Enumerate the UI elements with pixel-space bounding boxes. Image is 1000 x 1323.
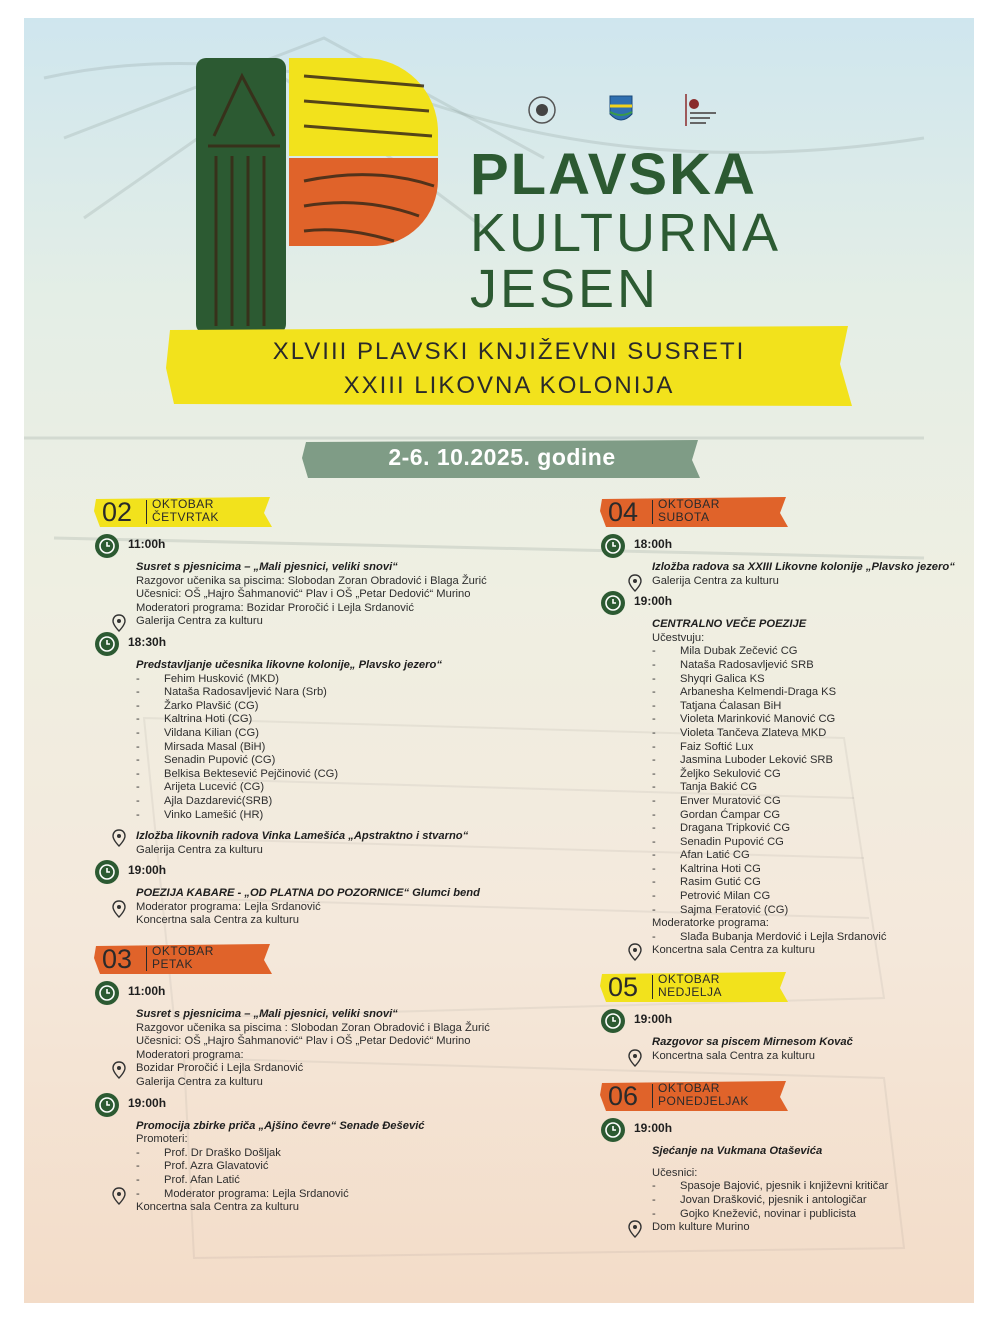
brand-title [470,142,782,319]
shield-icon [610,96,632,120]
location-pin-icon [112,829,126,847]
day-header-06 [600,1079,960,1113]
event-time: 19:00h [600,1010,960,1032]
list-item: - Žarko Plavšić (CG) [136,700,554,714]
list-item: - Nataša Radosavljević Nara (Srb) [136,686,554,700]
event-location: Koncertna sala Centra za kulturu [136,1201,299,1214]
location-pin-icon [628,1220,642,1238]
month-label: OKTOBAR [658,497,720,511]
day-number: 02 [102,497,133,527]
clock-icon [94,1092,120,1118]
ministry-icon [686,94,716,126]
list-item: - Fehim Husković (MKD) [136,673,554,687]
location-pin-icon [628,574,642,592]
brand-line-1: PLAVSKA [470,142,757,207]
list-item: - Afan Latić CG [652,849,960,863]
clock-icon [94,859,120,885]
event-block [136,1008,554,1090]
list-item: - Kaltrina Hoti CG [652,863,960,877]
poster [24,18,974,1303]
list-item: - Kaltrina Hoti (CG) [136,713,554,727]
clock-icon [600,590,626,616]
event-detail: Bozidar Proročić i Lejla Srdanović [136,1062,304,1075]
list-item: - Prof. Afan Latić [136,1174,554,1188]
list-item: - Jasmina Luboder Leković SRB [652,754,960,768]
event-location: Koncertna sala Centra za kulturu [652,1050,960,1064]
list-item: - Prof. Dr Draško Došljak [136,1147,554,1161]
event-time: 19:00h [600,592,960,614]
event-detail: Moderator programa: Lejla Srdanović [136,900,321,913]
day-header-02 [94,495,554,529]
weekday-label: ČETVRTAK [152,510,219,524]
list-item: - Faiz Softić Lux [652,741,960,755]
event-block [136,659,554,857]
event-time: 18:00h [600,535,960,557]
right-column [600,495,960,1235]
event-detail: Razgovor učenika sa piscima : Slobodan Zoran Obradović i Blaga Žurić [136,1021,490,1034]
list-item: - Violeta Tančeva Zlateva MKD [652,727,960,741]
day-number: 04 [608,497,639,527]
event-dates: 2-6. 10.2025. godine [388,444,616,470]
location-pin-icon [628,943,642,961]
event-title: Promocija zbirke priča „Ajšino čevre“ Senade Đešević [136,1119,425,1132]
month-label: OKTOBAR [658,1081,720,1096]
clock-icon [600,1117,626,1143]
event-location: Koncertna sala Centra za kulturu [136,914,299,927]
clock-icon [600,533,626,559]
event-title: CENTRALNO VEČE POEZIJE [652,618,807,631]
list-item: - Arbanesha Kelmendi-Draga KS [652,686,960,700]
list-item: - Ajla Dazdarević(SRB) [136,795,554,809]
clock-icon [94,631,120,657]
day-header-03 [94,942,554,976]
event-detail: Učesnici: OŠ „Hajro Šahmanović“ Plav i OŠ „Petar Dedović“ Murino [136,1035,471,1048]
list-item: - Mila Dubak Zečević CG [652,645,960,659]
date-banner [302,438,702,480]
event-time: 19:00h [94,861,554,883]
event-title: POEZIJA KABARE - „OD PLATNA DO POZORNICE“ Glumci bend [136,887,480,900]
list-item: - Shyqri Galica KS [652,673,960,687]
event-title: Razgovor sa piscem Mirnesom Kovač [652,1036,853,1049]
weekday-label: SUBOTA [658,510,710,524]
list-item: - Prof. Azra Glavatović [136,1160,554,1174]
left-column [94,495,554,1215]
clock-icon [600,1008,626,1034]
event-title: Susret s pjesnicima – „Mali pjesnici, veliki snovi“ [136,1008,398,1021]
day-number: 03 [102,944,133,975]
event-title: Izložba radova sa XXIII Likovne kolonije „Plavsko jezero“ [652,561,955,573]
event-time: 11:00h [94,982,554,1004]
list-item: - Enver Muratović CG [652,795,960,809]
list-item: - Violeta Marinković Manović CG [652,713,960,727]
day-number: 06 [608,1081,639,1112]
list-item: - Tatjana Ćalasan BiH [652,700,960,714]
list-item: - Mirsada Masal (BiH) [136,741,554,755]
month-label: OKTOBAR [152,497,214,511]
weekday-label: NEDJELJA [658,985,723,1000]
list-item: - Jovan Drašković, pjesnik i antologičar [652,1194,960,1208]
event-detail: Učestvuju: [652,631,705,644]
plavska-p-logo [194,56,444,336]
title-line-2: XXIII LIKOVNA KOLONIJA [343,372,675,399]
event-detail: Učesnici: OŠ „Hajro Šahmanović“ Plav i OŠ „Petar Dedović“ Murino [136,588,471,601]
event-location: Galerija Centra za kulturu [136,1076,263,1089]
list-item: - Slađa Bubanja Merdović i Lejla Srdanović [652,931,960,945]
clock-icon [94,980,120,1006]
month-label: OKTOBAR [658,972,720,987]
weekday-label: PONEDJELJAK [658,1094,749,1109]
event-detail: Promoteri: [136,1133,188,1146]
event-location: Galerija Centra za kulturu [136,843,263,856]
list-item: - Željko Sekulović CG [652,768,960,782]
event-time: 18:30h [94,633,554,655]
clock-icon [94,533,120,559]
list-item: - Belkisa Bektesević Pejčinović (CG) [136,768,554,782]
day-header-05 [600,970,960,1004]
list-item: - Nataša Radosavljević SRB [652,659,960,673]
list-item: - Senadin Pupović (CG) [136,754,554,768]
event-detail: Moderatorke programa: [652,917,769,930]
brand-line-3: JESEN [470,259,660,319]
event-time: 11:00h [94,535,554,557]
list-item: - Dragana Tripković CG [652,822,960,836]
event-block [136,1120,554,1215]
event-block [136,887,554,928]
list-item: - Vildana Kilian (CG) [136,727,554,741]
event-detail: Moderatori programa: [136,1048,244,1061]
event-block [652,561,960,588]
event-block [652,1036,960,1063]
day-header-04 [600,495,960,529]
event-block [652,1145,960,1235]
location-pin-icon [112,1187,126,1205]
event-detail: Učesnici: [652,1166,698,1179]
location-pin-icon [112,614,126,632]
event-time: 19:00h [600,1119,960,1141]
location-pin-icon [112,900,126,918]
event-location: Galerija Centra za kulturu [136,615,554,629]
list-item: - Petrović Milan CG [652,890,960,904]
event-title: Sjećanje na Vukmana Otaševića [652,1145,823,1158]
brand-line-2: KULTURNA [470,203,782,263]
list-item: - Moderator programa: Lejla Srdanović [136,1188,554,1202]
event-title: Susret s pjesnicima – „Mali pjesnici, veliki snovi“ [136,561,398,573]
list-item: - Arijeta Lucević (CG) [136,781,554,795]
title-line-1: XLVIII PLAVSKI KNJIŽEVNI SUSRETI [272,338,746,365]
event-block [136,561,554,629]
list-item: - Gordan Ćampar CG [652,809,960,823]
event-block [652,618,960,958]
weekday-label: PETAK [152,957,193,972]
list-item: - Gojko Knežević, novinar i publicista [652,1208,960,1222]
sponsor-logos [524,90,724,130]
list-item: - Vinko Lamešić (HR) [136,809,554,823]
day-number: 05 [608,972,639,1003]
event-location: Dom kulture Murino [652,1221,960,1235]
location-pin-icon [112,1061,126,1079]
event-title: Predstavljanje učesnika likovne kolonije„ Plavsko jezero“ [136,658,442,671]
month-label: OKTOBAR [152,944,214,959]
location-pin-icon [628,1049,642,1067]
list-item: - Tanja Bakić CG [652,781,960,795]
event-location: Koncertna sala Centra za kulturu [652,944,960,958]
title-banner [164,324,854,408]
list-item: - Sajma Feratović (CG) [652,904,960,918]
event-time: 19:00h [94,1094,554,1116]
event-location: Galerija Centra za kulturu [652,575,960,589]
event-detail: Moderatori programa: Bozidar Proročić i Lejla Srdanović [136,601,414,614]
list-item: - Rasim Gutić CG [652,876,960,890]
exhibition-title: Izložba likovnih radova Vinka Lamešića „Apstraktno i stvarno“ [136,830,554,844]
list-item: - Senadin Pupović CG [652,836,960,850]
event-detail: Razgovor učenika sa piscima: Slobodan Zoran Obradović i Blaga Žurić [136,574,487,587]
list-item: - Spasoje Bajović, pjesnik i književni kritičar [652,1180,960,1194]
